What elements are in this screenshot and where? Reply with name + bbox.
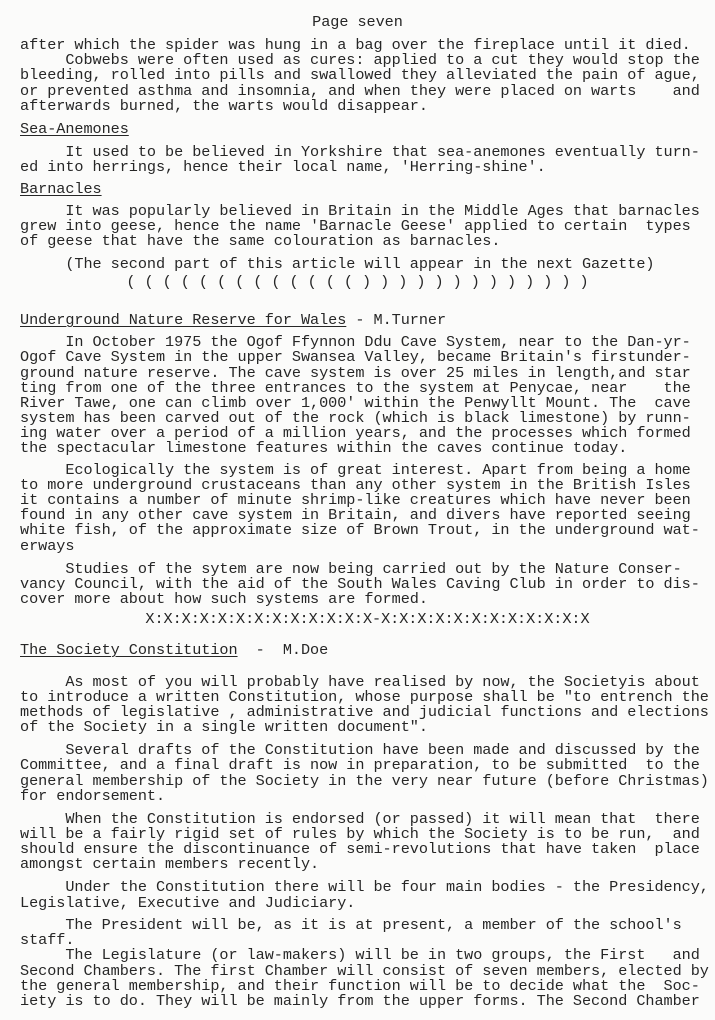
text-line: staff. — [20, 931, 75, 949]
text-line: for endorsement. — [20, 787, 166, 805]
text-line: Ogof Cave System in the upper Swansea Valley, became Britain's firstunder- — [20, 348, 691, 366]
text-line: to more underground crustaceans than any other system in the British Isles — [20, 476, 691, 494]
text-line: In October 1975 the Ogof Ffynnon Ddu Cave System, near to the Dan-yr- — [20, 333, 691, 351]
text-line: grew into geese, hence the name 'Barnacle Geese' applied to certain types — [20, 217, 691, 235]
text-line: of the Society in a single written document". — [20, 718, 428, 736]
article-byline: - M.Turner — [346, 311, 447, 329]
text-line: ting from one of the three entrances to the system at Penycae, near the — [20, 379, 691, 397]
text-line: general membership of the Society in the very near future (before Christmas) — [20, 772, 709, 790]
text-line: Legislative, Executive and Judiciary. — [20, 894, 356, 912]
text-line: The Legislature (or law-makers) will be in two groups, the First and — [20, 946, 700, 964]
article-byline: - M.Doe — [237, 641, 329, 659]
page-header: Page seven — [312, 13, 403, 31]
text-line: the spectacular limestone features within the caves continue today. — [20, 439, 628, 457]
article-heading-line — [20, 312, 446, 328]
article-title: The Society Constitution — [20, 641, 238, 659]
continuation-note: (The second part of this article will appear in the next Gazette) — [20, 255, 655, 273]
text-line: Under the Constitution there will be four main bodies - the Presidency, — [20, 878, 709, 896]
text-line: ing water over a period of a million years, and the processes which formed — [20, 424, 691, 442]
text-line: iety is to do. They will be mainly from the upper forms. The Second Chamber — [20, 992, 700, 1010]
text-line: As most of you will probably have realised by now, the Societyis about — [20, 673, 700, 691]
text-line: or prevented asthma and insomnia, and when they were placed on warts and — [20, 82, 700, 100]
text-line: Several drafts of the Constitution have been made and discussed by the — [20, 741, 700, 759]
text-line: It was popularly believed in Britain in the Middle Ages that barnacles — [20, 202, 700, 220]
text-line: Committee, and a final draft is now in preparation, to be submitted to the — [20, 756, 700, 774]
text-line: amongst certain members recently. — [20, 855, 320, 873]
text-line: ed into herrings, hence their local name, 'Herring-shine'. — [20, 158, 546, 176]
text-line: will be a fairly rigid set of rules by which the Society is to be run, and — [20, 825, 700, 843]
text-line: It used to be believed in Yorkshire that sea-anemones eventually turn- — [20, 143, 700, 161]
section-heading: Barnacles — [20, 180, 102, 198]
text-line: system has been carved out of the rock (which is black limestone) by runn- — [20, 409, 691, 427]
text-line: should ensure the discontinuance of semi-revolutions that have taken place — [20, 840, 700, 858]
text-line: the general membership, and their function will be to decide what the Soc- — [20, 977, 700, 995]
text-line: bleeding, rolled into pills and swallowed they alleviated the pain of ague, — [20, 66, 700, 84]
text-line: to introduce a written Constitution, whose purpose shall be "to entrench the — [20, 688, 709, 706]
text-line: River Tawe, one can climb over 1,000' within the Penwyllt Mount. The cave — [20, 394, 691, 412]
text-line: When the Constitution is endorsed (or passed) it will mean that there — [20, 810, 700, 828]
text-line: Ecologically the system is of great interest. Apart from being a home — [20, 461, 691, 479]
text-line: afterwards burned, the warts would disappear. — [20, 97, 428, 115]
x-divider: X:X:X:X:X:X:X:X:X:X:X:X:X-X:X:X:X:X:X:X:X:X:X:X:X — [145, 610, 590, 628]
text-line: erways — [20, 537, 75, 555]
text-line: ground nature reserve. The cave system is over 25 miles in length,and star — [20, 364, 691, 382]
paren-divider: ( ( ( ( ( ( ( ( ( ( ( ( ( ) ) ) ) ) ) ) ) ) ) ) ) ) — [126, 273, 589, 291]
text-line: after which the spider was hung in a bag over the fireplace until it died. — [20, 36, 691, 54]
text-line: vancy Council, with the aid of the South Wales Caving Club in order to dis- — [20, 575, 700, 593]
article-heading-line — [20, 642, 328, 658]
text-line: it contains a number of minute shrimp-like creatures which have never been — [20, 491, 691, 509]
text-line: methods of legislative , administrative and judicial functions and elections — [20, 703, 709, 721]
text-line: Second Chambers. The first Chamber will consist of seven members, elected by — [20, 962, 709, 980]
text-line: found in any other cave system in Britain, and divers have reported seeing — [20, 506, 691, 524]
text-line: Studies of the sytem are now being carried out by the Nature Conser- — [20, 560, 682, 578]
section-heading: Sea-Anemones — [20, 120, 129, 138]
text-line: of geese that have the same colouration as barnacles. — [20, 232, 501, 250]
text-line: Cobwebs were often used as cures: applied to a cut they would stop the — [20, 51, 700, 69]
text-line: cover more about how such systems are formed. — [20, 590, 428, 608]
text-line: white fish, of the approximate size of Brown Trout, in the underground wat- — [20, 521, 700, 539]
article-title: Underground Nature Reserve for Wales — [20, 311, 347, 329]
text-line: The President will be, as it is at present, a member of the school's — [20, 916, 682, 934]
